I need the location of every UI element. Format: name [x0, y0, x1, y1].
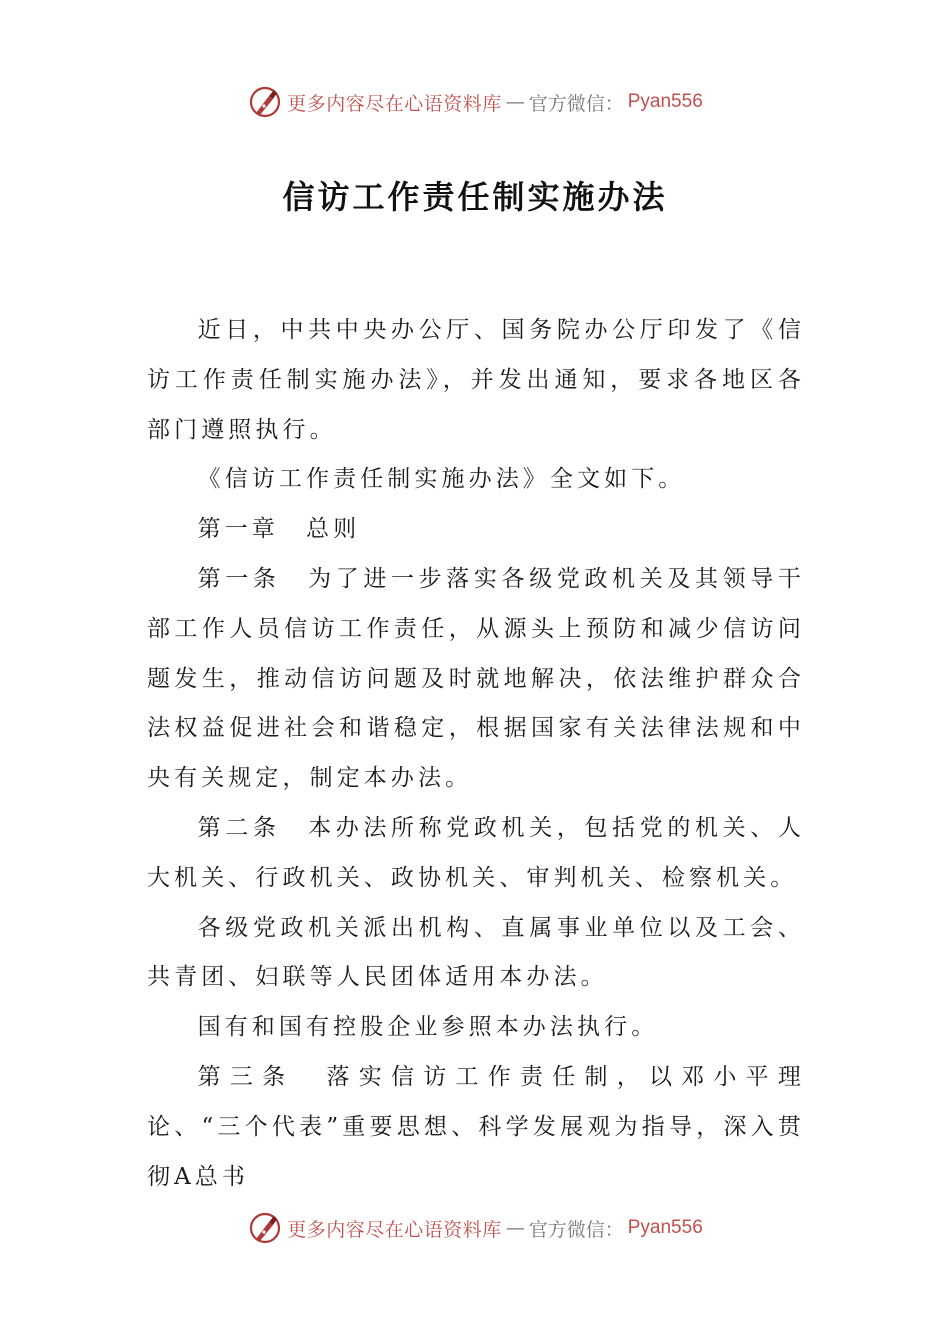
wechat-label: 官方微信：	[528, 1218, 624, 1241]
paragraph: 各级党政机关派出机构、直属事业单位以及工会、共青团、妇联等人民团体适用本办法。	[147, 914, 805, 991]
paragraph: 《信访工作责任制实施办法》全文如下。	[197, 466, 686, 493]
pen-nib-circle-icon	[247, 84, 283, 120]
header-watermark	[0, 82, 950, 122]
dash-separator: —	[505, 1217, 525, 1239]
pen-nib-circle-icon	[247, 1210, 283, 1246]
footer-watermark	[0, 1208, 950, 1248]
site-name: 更多内容尽在心语资料库	[287, 92, 502, 115]
article-2: 第二条 本办法所称党政机关，包括党的机关、人大机关、行政机关、政协机关、审判机关、检察机关。	[147, 814, 805, 891]
wechat-id: Pyan556	[627, 1217, 703, 1238]
document-body	[147, 306, 805, 1202]
wechat-label: 官方微信：	[528, 92, 624, 115]
dash-separator: —	[505, 91, 525, 113]
paragraph: 近日，中共中央办公厅、国务院办公厅印发了《信访工作责任制实施办法》，并发出通知，要求各地区各部门遵照执行。	[147, 317, 805, 443]
paragraph: 国有和国有控股企业参照本办法执行。	[197, 1014, 659, 1041]
chapter-heading: 第一章 总则	[197, 516, 361, 543]
article-1: 第一条 为了进一步落实各级党政机关及其领导干部工作人员信访工作责任，从源头上预防和减少信访问题发生，推动信访问题及时就地解决，依法维护群众合法权益促进社会和谐稳定，根据国家有关法律法规和中央有关规定，制定本办法。	[147, 565, 805, 792]
article-3: 第三条 落实信访工作责任制，以邓小平理论、“三个代表”重要思想、科学发展观为指导，深入贯彻A总书	[147, 1063, 805, 1190]
wechat-id: Pyan556	[627, 91, 703, 112]
document-title: 信访工作责任制实施办法	[282, 178, 668, 216]
site-name: 更多内容尽在心语资料库	[287, 1218, 502, 1241]
